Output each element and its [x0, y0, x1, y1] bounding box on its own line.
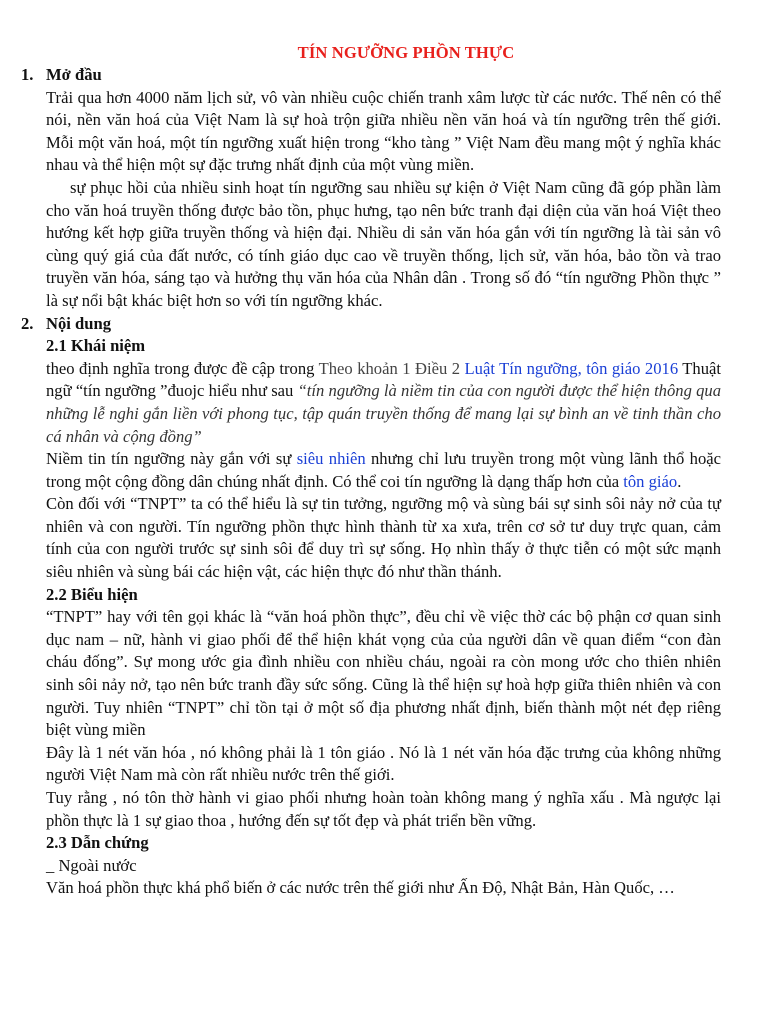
subsection-2-1-heading: 2.1 Khái niệm — [46, 336, 146, 356]
document-body — [21, 64, 722, 900]
supernatural-link[interactable]: siêu nhiên — [296, 449, 366, 469]
section-1-heading — [21, 64, 721, 87]
law-link[interactable]: Luật Tín ngưỡng, tôn giáo 2016 — [464, 358, 679, 378]
expression-paragraph-2: Đây là 1 nét văn hóa , nó không phải là 1 tôn giáo . Nó là 1 nét văn hóa đặc trưng của không những người Việt Nam mà còn rất nhiều nước trên thế giới. — [46, 742, 721, 785]
intro-paragraph-2: sự phục hồi của nhiều sinh hoạt tín ngưỡng sau nhiều sự kiện ở Việt Nam cũng đã góp phần làm cho văn hoá truyền thống được bảo tồn, phục hưng, tạo nên bức tranh đại diện của văn hoá Việt theo hướng kết hợp giữa truyền thống và hiện đại. Nhiều di sản văn hóa gắn với tín ngưỡng là tài sản vô cùng quý giá của đất nước, có tính giáo dục cao về truyền thống, lịch sử, văn hóa, bảo tồn và trao truyền văn hóa, sáng tạo và hưởng thụ văn hóa của Nhân dân . Trong số đó “tín ngưỡng Phồn thực ” là sự nổi bật khác biệt hơn so với tín ngưỡng khác. — [46, 177, 721, 310]
religion-link[interactable]: tôn giáo — [623, 471, 678, 491]
tnpt-paragraph: Còn đối với “TNPT” ta có thể hiểu là sự tin tưởng, ngưỡng mộ và sùng bái sự sinh sôi nảy nở của tự nhiên và con người. Tín ngưỡng phồn thực hình thành từ xa xưa, trên cơ sở tư duy trực quan, cảm tính của con người trước sự sinh sôi để duy trì sự sống. Họ nhìn thấy ở thực tiễn có một sức mạnh siêu nhiên và sùng bái các hiện vật, các hiện thực đó như thần thánh. — [46, 494, 721, 582]
expression-paragraph-1: “TNPT” hay với tên gọi khác là “văn hoá phồn thực”, đều chỉ về việc thờ các bộ phận cơ quan sinh dục nam – nữ, hành vi giao phối để thể hiện khát vọng của của người dân về quan điểm “con đàn cháu đống”. Sự mong ước gia đình nhiều con nhiều cháu, ngoài ra còn mong ước cho thiên nhiên sinh sôi nảy nở, tạo nên bức tranh đầy sức sống. Cũng là thể hiện sự hoà hợp giữa thiên nhiên và con người. Tuy nhiên “TNPT” chỉ tồn tại ở một số địa phương nhất định, biến thành một nét đẹp riêng biệt vùng miền — [46, 607, 721, 740]
definition-intro: theo định nghĩa trong được đề cập trong — [46, 358, 319, 378]
definition-quote: “tín ngưỡng là niềm tin của con người được thể hiện thông qua những lễ nghi gắn liền với phong tục, tập quán truyền thống để mang lại sự bình an về tinh thần cho cá nhân và cộng đồng” — [46, 381, 721, 446]
section-1-number: 1. — [21, 65, 34, 84]
expression-paragraph-3: Tuy rằng , nó tôn thờ hành vi giao phối nhưng hoàn toàn không mang ý nghĩa xấu . Mà ngược lại phồn thực là 1 sự giao thoa , hướng đến sự tốt đẹp và phát triển bền vững. — [46, 788, 721, 830]
section-2-number: 2. — [21, 313, 34, 333]
definition-source: Theo khoản 1 Điều 2 — [318, 358, 465, 378]
abroad-label: _ Ngoài nước — [46, 855, 137, 875]
belief-text-b: nhưng chỉ lưu truyền trong một vùng lãnh thổ hoặc trong một cộng đồng dân chúng nhất định. Có thể coi tín ngưỡng là dạng thấp hơn của — [46, 449, 722, 491]
belief-paragraph — [46, 448, 721, 493]
belief-text-a: Niềm tin tín ngưỡng này gắn với sự — [46, 449, 297, 469]
subsection-2-2-heading: 2.2 Biểu hiện — [46, 584, 138, 604]
definition-term: Thuật ngữ “tín ngưỡng ”đuojc hiểu như sau — [46, 358, 722, 401]
intro-paragraph-1: Trải qua hơn 4000 năm lịch sử, vô vàn nhiều cuộc chiến tranh xâm lược từ các nước. Thế nên có thể nói, nền văn hoá của Việt Nam là sự hoà trộn giữa nhiều nền văn hoá và tín ngưỡng trên thế giới. Mỗi một văn hoá, một tín ngưỡng xuất hiện trong “kho tàng ” Việt Nam đều mang một ý nghĩa khác nhau và thể hiện một sự đặc trưng nhất định của một vùng miền. — [46, 87, 721, 175]
belief-text-c: . — [677, 471, 682, 491]
subsection-2-3-heading: 2.3 Dẫn chứng — [46, 833, 149, 853]
definition-paragraph — [46, 358, 721, 448]
section-2-title: Nội dung — [46, 313, 112, 333]
section-1-title: Mở đầu — [46, 65, 102, 84]
document-title: TÍN NGƯỠNG PHỒN THỰC — [297, 43, 515, 62]
section-2-heading — [21, 313, 721, 336]
abroad-paragraph: Văn hoá phồn thực khá phổ biến ở các nước trên thế giới như Ấn Độ, Nhật Bản, Hàn Quốc, … — [46, 878, 675, 898]
